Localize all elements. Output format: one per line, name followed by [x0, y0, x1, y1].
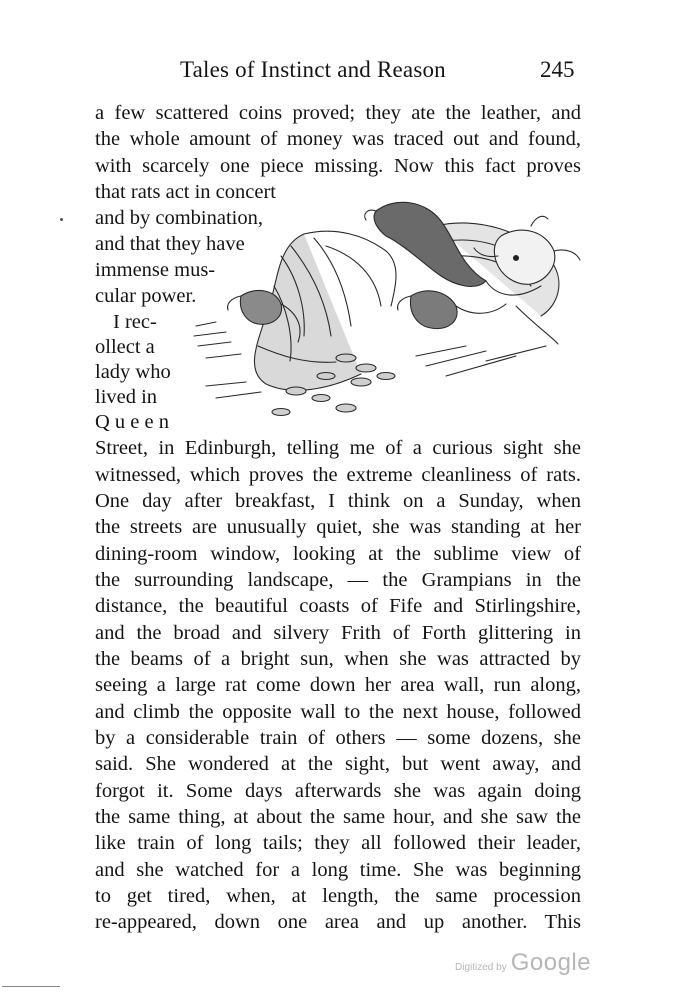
text-line: Street, in Edinburgh, telling me of a curious sight she	[95, 437, 581, 459]
text-line: forgot it. Some days afterwards she was again doing	[95, 780, 581, 802]
text-line: distance, the beautiful coasts of Fife and Stirlingshire,	[95, 595, 581, 617]
text-line: witnessed, which proves the extreme cleanliness of rats.	[95, 464, 581, 486]
text-line: re-appeared, down one area and up another. This	[95, 911, 581, 933]
text-line: and by combination,	[95, 207, 263, 229]
page-number: 245	[540, 57, 575, 82]
watermark-prefix: Digitized by	[455, 962, 507, 973]
text-line: dining-room window, looking at the sublime view of	[95, 543, 581, 565]
rats-illustration	[186, 186, 584, 424]
text-line: the whole amount of money was traced out and found,	[95, 128, 581, 150]
google-logo: Google	[510, 949, 592, 976]
digitized-by-google-watermark	[455, 949, 591, 977]
text-line: the same thing, at about the same hour, and she saw the	[95, 806, 581, 828]
text-line: like train of long tails; they all followed their leader,	[95, 832, 581, 854]
text-line: lady who	[95, 361, 171, 383]
text-line: with scarcely one piece missing. Now this fact proves	[95, 155, 581, 177]
text-line: a few scattered coins proved; they ate the leather, and	[95, 102, 581, 124]
text-line: that rats act in concert	[95, 181, 276, 203]
text-line: lived in	[95, 386, 158, 408]
text-line: and that they have	[95, 233, 245, 255]
text-line: One day after breakfast, I think on a Sunday, when	[95, 490, 581, 512]
text-line: seeing a large rat come down her area wall, run along,	[95, 674, 581, 696]
text-line: said. She wondered at the sight, but went away, and	[95, 753, 581, 775]
text-line: ollect a	[95, 336, 155, 358]
text-line: Q u e e n	[95, 411, 170, 433]
text-line: to get tired, when, at length, the same procession	[95, 885, 581, 907]
text-line: cular power.	[95, 285, 197, 307]
text-line: and the broad and silvery Frith of Forth glittering in	[95, 622, 581, 644]
text-line: by a considerable train of others — some dozens, she	[95, 727, 581, 749]
running-title: Tales of Instinct and Reason	[180, 57, 446, 82]
text-line: and climb the opposite wall to the next house, followed	[95, 701, 581, 723]
text-line: I rec-	[113, 311, 157, 333]
footer-rule	[2, 986, 60, 987]
text-line: the surrounding landscape, — the Grampians in the	[95, 569, 581, 591]
text-line: the beams of a bright sun, when she was attracted by	[95, 648, 581, 670]
text-line: the streets are unusually quiet, she was standing at her	[95, 516, 581, 538]
print-speck	[60, 218, 63, 221]
text-line: and she watched for a long time. She was beginning	[95, 859, 581, 881]
text-line: immense mus-	[95, 259, 216, 281]
